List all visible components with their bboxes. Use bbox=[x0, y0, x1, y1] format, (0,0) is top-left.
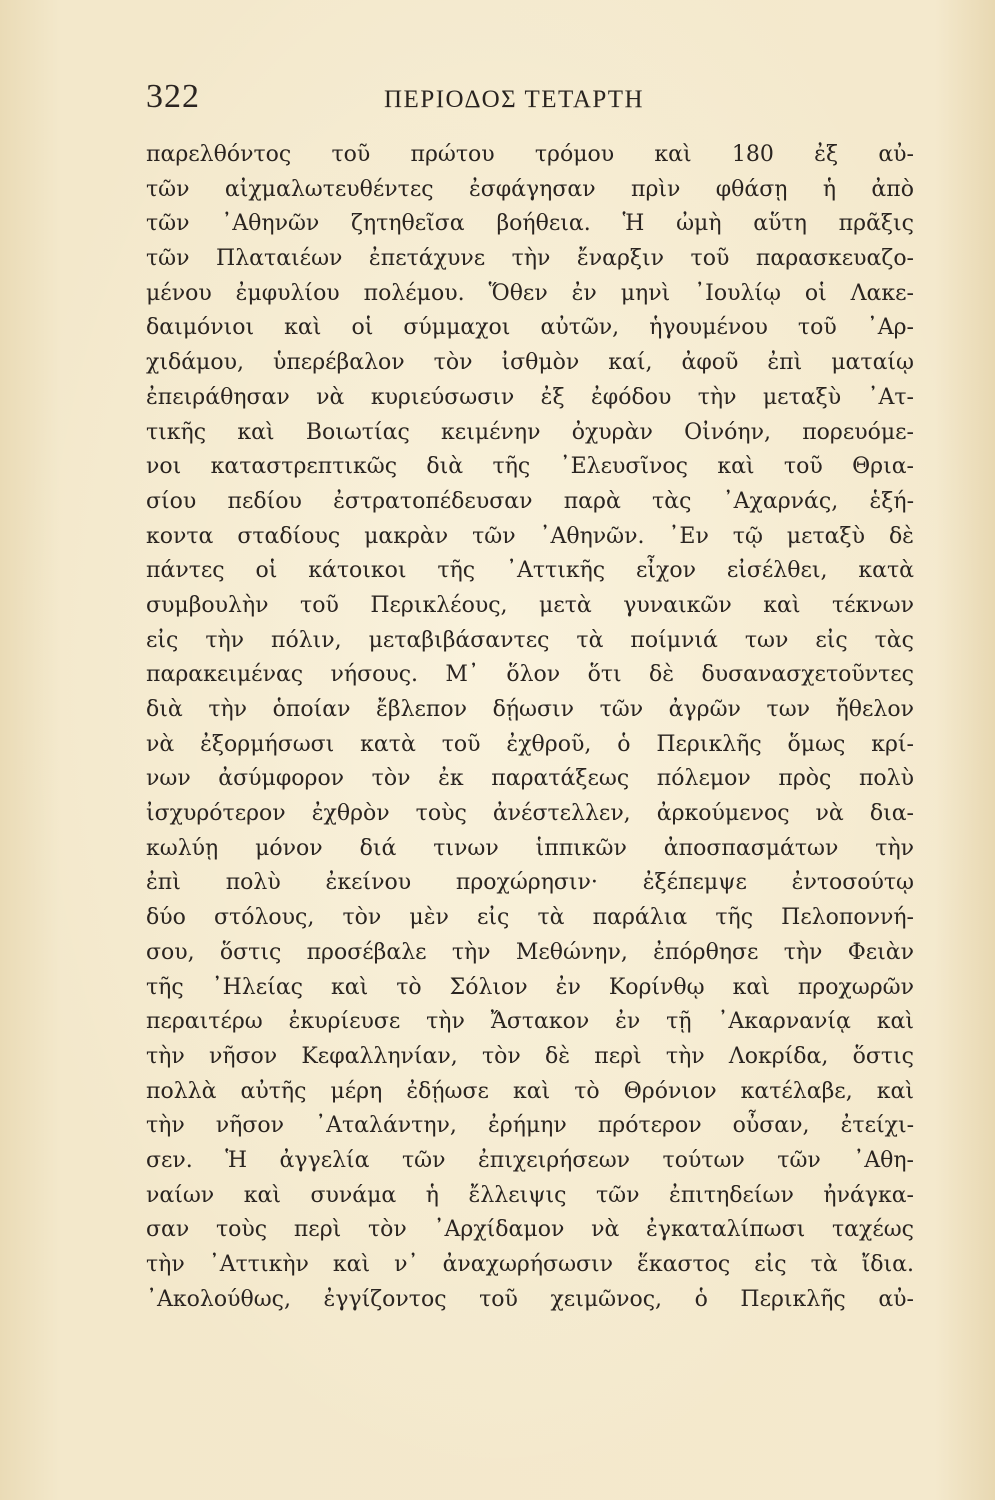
text-line: τικῆς καὶ Βοιωτίας κειμένην ὀχυρὰν Οἰνόην, πορευόμε- bbox=[146, 419, 914, 445]
text-line: περαιτέρω ἐκυρίευσε τὴν Ἄστακον ἐν τῇ ᾿Ακαρνανίᾳ καὶ bbox=[146, 1009, 914, 1035]
text-line: δύο στόλους, τὸν μὲν εἰς τὰ παράλια τῆς Πελοποννή- bbox=[146, 905, 914, 931]
text-line: τῶν αἰχμαλωτευθέντες ἐσφάγησαν πρὶν φθάσῃ ἡ ἀπὸ bbox=[146, 176, 914, 202]
text-line: δαιμόνιοι καὶ οἱ σύμμαχοι αὐτῶν, ἡγουμένου τοῦ ᾿Αρ- bbox=[146, 315, 914, 341]
text-line: εἰς τὴν πόλιν, μεταβιβάσαντες τὰ ποίμνιά των εἰς τὰς bbox=[146, 627, 914, 653]
text-line: τῶν ᾿Αθηνῶν ζητηθεῖσα βοήθεια. Ἡ ὠμὴ αὕτη πρᾶξις bbox=[146, 211, 914, 237]
text-line: τῆς ᾿Ηλείας καὶ τὸ Σόλιον ἐν Κορίνθῳ καὶ προχωρῶν bbox=[146, 974, 914, 1000]
text-line: σεν. Ἡ ἀγγελία τῶν ἐπιχειρήσεων τούτων τῶν ᾿Αθη- bbox=[146, 1147, 914, 1173]
text-line: συμβουλὴν τοῦ Περικλέους, μετὰ γυναικῶν καὶ τέκνων bbox=[146, 592, 914, 618]
text-line: πολλὰ αὐτῆς μέρη ἐδῄωσε καὶ τὸ Θρόνιον κατέλαβε, καὶ bbox=[146, 1078, 914, 1104]
text-line: κωλύῃ μόνον διά τινων ἱππικῶν ἀποσπασμάτων τὴν bbox=[146, 835, 914, 861]
text-line: σίου πεδίου ἐστρατοπέδευσαν παρὰ τὰς ᾿Αχαρνάς, ἑξή- bbox=[146, 488, 914, 514]
text-line: τὴν ᾿Αττικὴν καὶ ν᾿ ἀναχωρήσωσιν ἕκαστος εἰς τὰ ἴδια. bbox=[146, 1252, 914, 1277]
text-line: ἰσχυρότερον ἐχθρὸν τοὺς ἀνέστελλεν, ἀρκούμενος νὰ δια- bbox=[146, 801, 914, 827]
text-line: σαν τοὺς περὶ τὸν ᾿Αρχίδαμον νὰ ἐγκαταλίπωσι ταχέως bbox=[146, 1217, 914, 1243]
text-line: παρακειμένας νήσους. Μ᾿ ὅλον ὅτι δὲ δυσανασχετοῦντες bbox=[146, 662, 914, 688]
text-line: νων ἀσύμφορον τὸν ἐκ παρατάξεως πόλεμον πρὸς πολὺ bbox=[146, 766, 914, 792]
text-line: κοντα σταδίους μακρὰν τῶν ᾿Αθηνῶν. ᾿Εν τῷ μεταξὺ δὲ bbox=[146, 523, 914, 549]
text-line: ᾿Ακολούθως, ἐγγίζοντος τοῦ χειμῶνος, ὁ Περικλῆς αὐ- bbox=[146, 1286, 914, 1312]
text-line: διὰ τὴν ὁποίαν ἔβλεπον δῄωσιν τῶν ἀγρῶν των ἤθελον bbox=[146, 697, 914, 722]
text-line: ἐπειράθησαν νὰ κυριεύσωσιν ἐξ ἐφόδου τὴν μεταξὺ ᾿Ατ- bbox=[146, 384, 914, 410]
running-head: ΠΕΡΙΟΔΟΣ ΤΕΤΑΡΤΗ bbox=[384, 86, 645, 113]
text-line: ναίων καὶ συνάμα ἡ ἔλλειψις τῶν ἐπιτηδείων ἠνάγκα- bbox=[146, 1182, 914, 1208]
text-line: ἐπὶ πολὺ ἐκείνου προχώρησιν· ἐξέπεμψε ἐντοσούτῳ bbox=[146, 870, 914, 896]
page-number: 322 bbox=[146, 78, 200, 115]
text-line: σου, ὅστις προσέβαλε τὴν Μεθώνην, ἐπόρθησε τὴν Φειὰν bbox=[146, 939, 914, 965]
text-line: τῶν Πλαταιέων ἐπετάχυνε τὴν ἔναρξιν τοῦ παρασκευαζο- bbox=[146, 246, 914, 272]
body-text bbox=[146, 138, 914, 1317]
text-line: χιδάμου, ὑπερέβαλον τὸν ἰσθμὸν καί, ἀφοῦ ἐπὶ ματαίῳ bbox=[146, 350, 914, 376]
text-line: μένου ἐμφυλίου πολέμου. Ὅθεν ἐν μηνὶ ᾿Ιουλίῳ οἱ Λακε- bbox=[146, 280, 914, 306]
text-line: πάντες οἱ κάτοικοι τῆς ᾿Αττικῆς εἶχον εἰσέλθει, κατὰ bbox=[146, 558, 914, 584]
text-line: τὴν νῆσον Κεφαλληνίαν, τὸν δὲ περὶ τὴν Λοκρίδα, ὅστις bbox=[146, 1043, 914, 1069]
text-line: τὴν νῆσον ᾿Αταλάντην, ἐρήμην πρότερον οὖσαν, ἐτείχι- bbox=[146, 1113, 914, 1139]
page-header bbox=[146, 78, 906, 122]
text-line: παρελθόντος τοῦ πρώτου τρόμου καὶ 180 ἐξ αὐ- bbox=[146, 142, 914, 167]
text-line: νοι καταστρεπτικῶς διὰ τῆς ᾿Ελευσῖνος καὶ τοῦ Θρια- bbox=[146, 454, 914, 480]
text-line: νὰ ἐξορμήσωσι κατὰ τοῦ ἐχθροῦ, ὁ Περικλῆς ὅμως κρί- bbox=[146, 731, 914, 757]
